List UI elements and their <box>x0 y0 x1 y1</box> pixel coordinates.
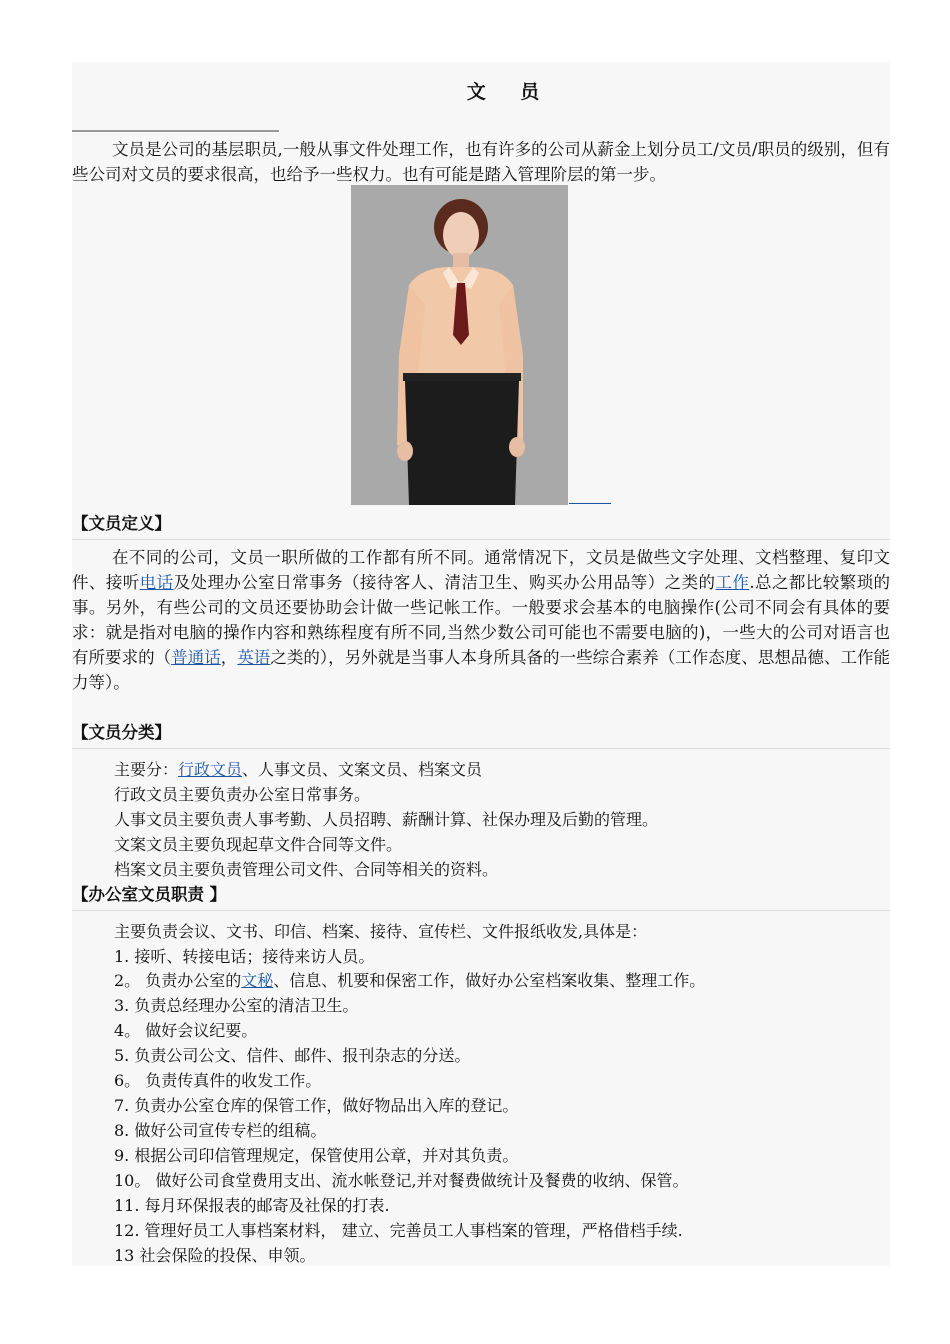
definition-paragraph <box>72 545 890 695</box>
duty-item: 3. 负责总经理办公室的清洁卫生。 <box>114 996 359 1015</box>
duty-item: 12. 管理好员工人事档案材料， 建立、完善员工人事档案的管理，严格借档手续. <box>114 1221 683 1240</box>
link-secretary[interactable]: 文秘 <box>241 971 274 990</box>
definition-text-2: 及处理办公室日常事务（接待客人、清洁卫生、购买办公用品等）之类的 <box>173 573 716 592</box>
link-admin-clerk[interactable]: 行政文员 <box>178 760 243 779</box>
link-mandarin[interactable]: 普通话 <box>171 648 221 667</box>
duty-item: 1. 接听、转接电话；接待来访人员。 <box>114 947 375 966</box>
woman-in-uniform-photo <box>351 185 568 505</box>
duty-item: 11. 每月环保报表的邮寄及社保的打表. <box>114 1196 390 1215</box>
section-heading-definition: 【文员定义】 <box>72 511 890 540</box>
classification-main-prefix: 主要分： <box>114 760 179 779</box>
title-underline <box>72 130 279 132</box>
definition-text-4: ， <box>220 648 238 667</box>
definition-text-1: 在不同的公司，文员一职所做的工作都有所不同。通常情况下，文员是做些文字处理、文档整理、复印文件、接听 <box>72 548 890 592</box>
classification-line: 行政文员主要负责办公室日常事务。 <box>114 785 371 804</box>
duty-item: 4。 做好会议纪要。 <box>114 1021 258 1040</box>
intro-paragraph: 文员是公司的基层职员,一般从事文件处理工作，也有许多的公司从薪金上划分员工/文员/职员的级别，但有些公司对文员的要求很高，也给予一些权力。也有可能是踏入管理阶层的第一步。 <box>72 140 890 184</box>
section-heading-duties: 【办公室文员职责 】 <box>72 882 890 911</box>
photo-link-underline[interactable] <box>569 503 611 504</box>
page-title: 文 员 <box>466 81 554 103</box>
link-english[interactable]: 英语 <box>237 648 271 667</box>
duty-item: 8. 做好公司宣传专栏的组稿。 <box>114 1121 327 1140</box>
duty-item-prefix: 2。 负责办公室的 <box>114 971 242 990</box>
classification-line: 文案文员主要负现起草文件合同等文件。 <box>114 835 403 854</box>
duty-item-suffix: 、信息、机要和保密工作，做好办公室档案收集、整理工作。 <box>273 971 706 990</box>
section-heading-classification: 【文员分类】 <box>72 720 890 749</box>
duty-item: 13 社会保险的投保、申领。 <box>114 1246 316 1265</box>
document-page <box>72 62 890 1266</box>
classification-line: 档案文员主要负责管理公司文件、合同等相关的资料。 <box>114 860 499 879</box>
duty-item: 10。 做好公司食堂费用支出、流水帐登记,并对餐费做统计及餐费的收纳、保管。 <box>114 1171 689 1190</box>
classification-line: 人事文员主要负责人事考勤、人员招聘、薪酬计算、社保办理及后勤的管理。 <box>114 810 659 829</box>
woman-in-uniform-illustration <box>351 185 568 505</box>
duty-item <box>114 968 705 993</box>
classification-main-line <box>114 757 482 782</box>
classification-main-suffix: 、人事文员、文案文员、档案文员 <box>242 760 483 779</box>
link-telephone[interactable]: 电话 <box>139 573 174 592</box>
duty-item: 6。 负责传真件的收发工作。 <box>114 1071 322 1090</box>
definition-text-5: 之类的），另外就是当事人本身所具备的一些综合素养（工作态度、思想品德、工作能力等）。 <box>72 648 891 692</box>
duty-item: 5. 负责公司公文、信件、邮件、报刊杂志的分送。 <box>114 1046 471 1065</box>
definition-text-3: .总之都比较繁琐的事。另外，有些公司的文员还要协助会计做一些记帐工作。一般要求会基本的电脑操作(公司不同会有具体的要求：就是指对电脑的操作内容和熟练程度有所不同,当然少数公司可能也不需要电脑的)，一些大的公司对语言也有所要求的（ <box>72 573 891 667</box>
duties-intro: 主要负责会议、文书、印信、档案、接待、宣传栏、文件报纸收发,具体是： <box>114 922 648 941</box>
duty-item: 9. 根据公司印信管理规定，保管使用公章，并对其负责。 <box>114 1146 519 1165</box>
link-work[interactable]: 工作 <box>715 573 750 592</box>
duty-item: 7. 负责办公室仓库的保管工作，做好物品出入库的登记。 <box>114 1096 519 1115</box>
